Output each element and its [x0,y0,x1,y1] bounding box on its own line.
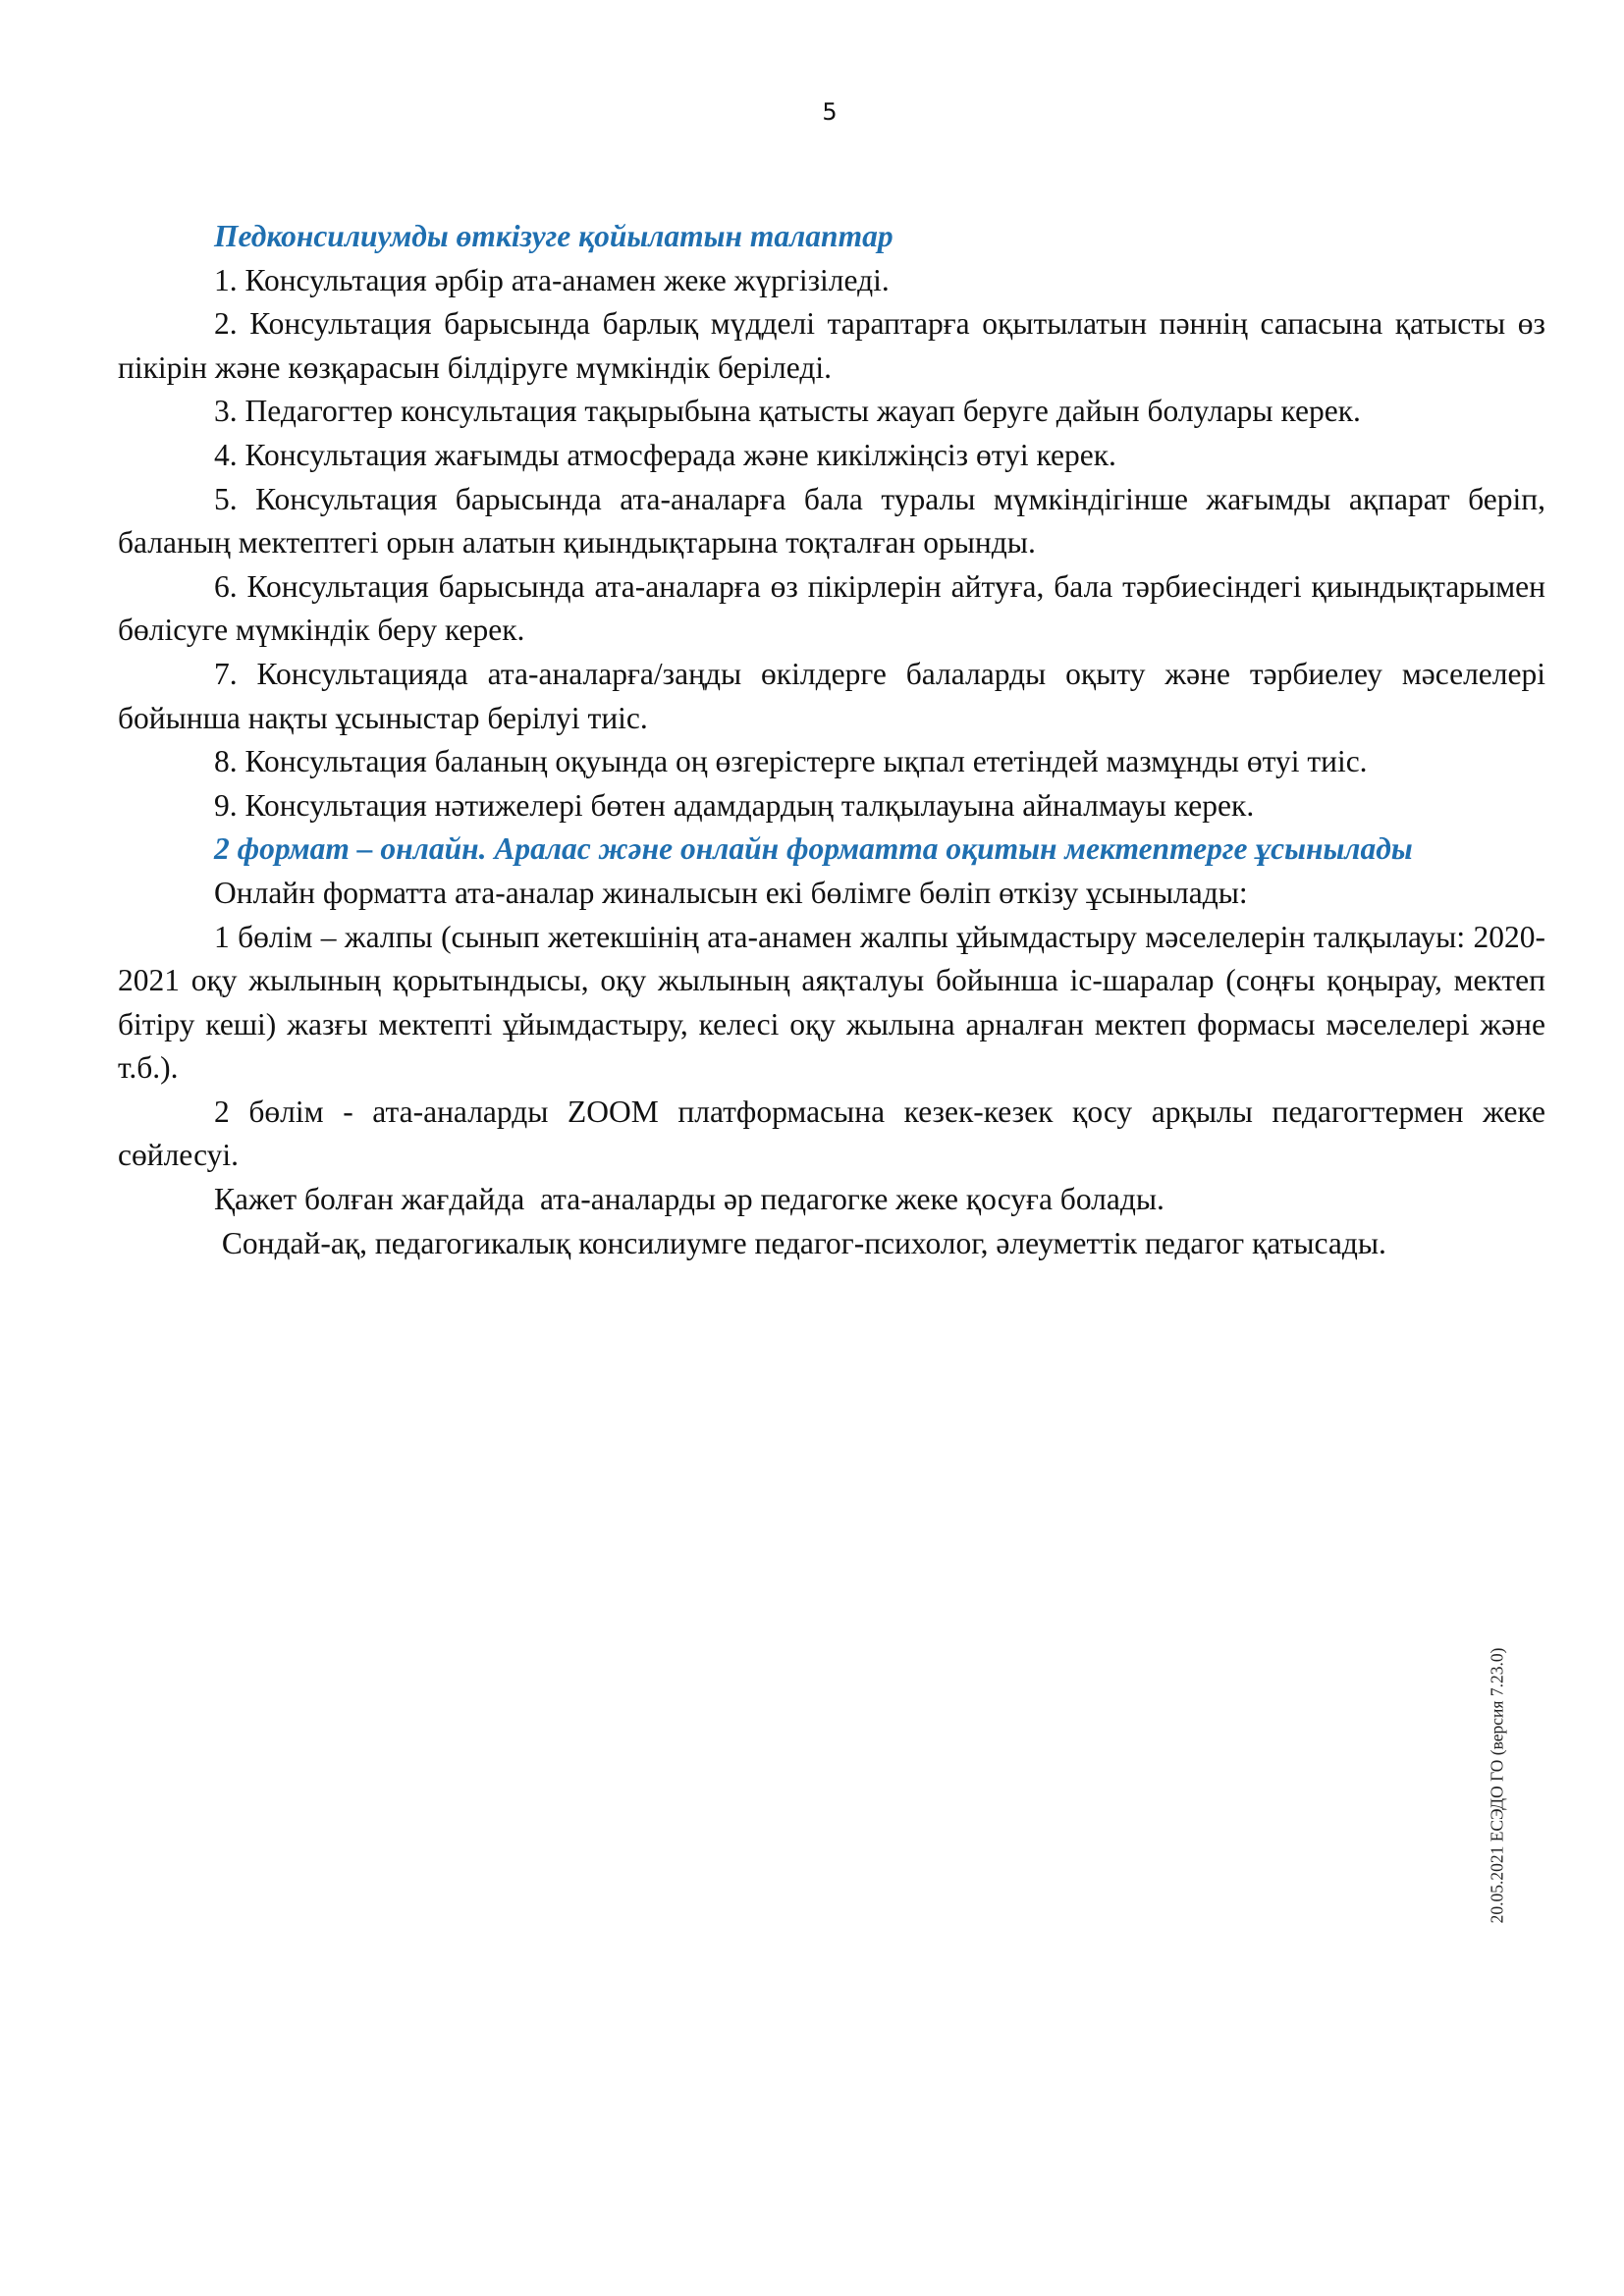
requirement-item-6: 6. Консультация барысында ата-аналарға өз пікірлерін айтуға, бала тәрбиесіндегі қиындықтарымен бөлісуге мүмкіндік беру керек. [118,568,1545,648]
page-number: 5 [822,98,838,126]
section-heading-requirements: Педконсилиумды өткізуге қойылатын талаптар [214,219,893,253]
requirement-item-3: 3. Педагогтер консультация тақырыбына қатысты жауап беруге дайын болулары керек. [214,394,1361,429]
requirement-item-7: 7. Консультацияда ата-аналарға/заңды өкілдерге балаларды оқыту және тәрбиелеу мәселелері бойынша нақты ұсыныстар берілуі тиіс. [118,656,1545,735]
online-note-participants: Сондай-ақ, педагогикалық консилиумге педагог-психолог, әлеуметтік педагог қатысады. [214,1225,1386,1260]
requirement-item-4: 4. Консультация жағымды атмосферада және кикілжіңсіз өтуі керек. [214,437,1116,472]
edms-version-stamp: 20.05.2021 ЕСЭДО ГО (версия 7.23.0) [1487,1647,1507,1924]
requirement-item-8: 8. Консультация баланың оқуында оң өзгерістерге ықпал ететіндей мазмұнды өтуі тиіс. [214,744,1368,779]
requirement-item-2: 2. Консультация барысында барлық мүдделі тараптарға оқытылатын пәннің сапасына қатысты өз пікірін және көзқарасын білдіруге мүмкіндік беріледі. [118,306,1545,385]
document-body [118,215,1545,1265]
online-part-1: 1 бөлім – жалпы (сынып жетекшінің ата-анамен жалпы ұйымдастыру мәселелерін талқылауы: 2020-2021 оқу жылының қорытындысы, оқу жылының аяқталуы бойынша іс-шаралар (соңғы қоңырау, мектеп бітіру кеші) жазғы мектепті ұйымдастыру, келесі оқу жылына арналған мектеп формасы мәселелері және т.б.). [118,919,1545,1086]
requirement-item-5: 5. Консультация барысында ата-аналарға бала туралы мүмкіндігінше жағымды ақпарат беріп, баланың мектептегі орын алатын қиындықтарына тоқталған орынды. [118,481,1545,561]
online-part-2: 2 бөлім - ата-аналарды ZOOM платформасына кезек-кезек қосу арқылы педагогтермен жеке сөйлесуі. [118,1094,1545,1173]
section-heading-online-format: 2 формат – онлайн. Аралас және онлайн форматта оқитын мектептерге ұсынылады [214,831,1413,867]
requirement-item-1: 1. Консультация әрбір ата-анамен жеке жүргізіледі. [214,262,890,297]
online-note-individual: Қажет болған жағдайда ата-аналарды әр педагогке жеке қосуға болады. [214,1182,1164,1217]
online-format-intro: Онлайн форматта ата-аналар жиналысын екі бөлімге бөліп өткізу ұсынылады: [214,875,1248,910]
requirement-item-9: 9. Консультация нәтижелері бөтен адамдардың талқылауына айналмауы керек. [214,787,1255,823]
